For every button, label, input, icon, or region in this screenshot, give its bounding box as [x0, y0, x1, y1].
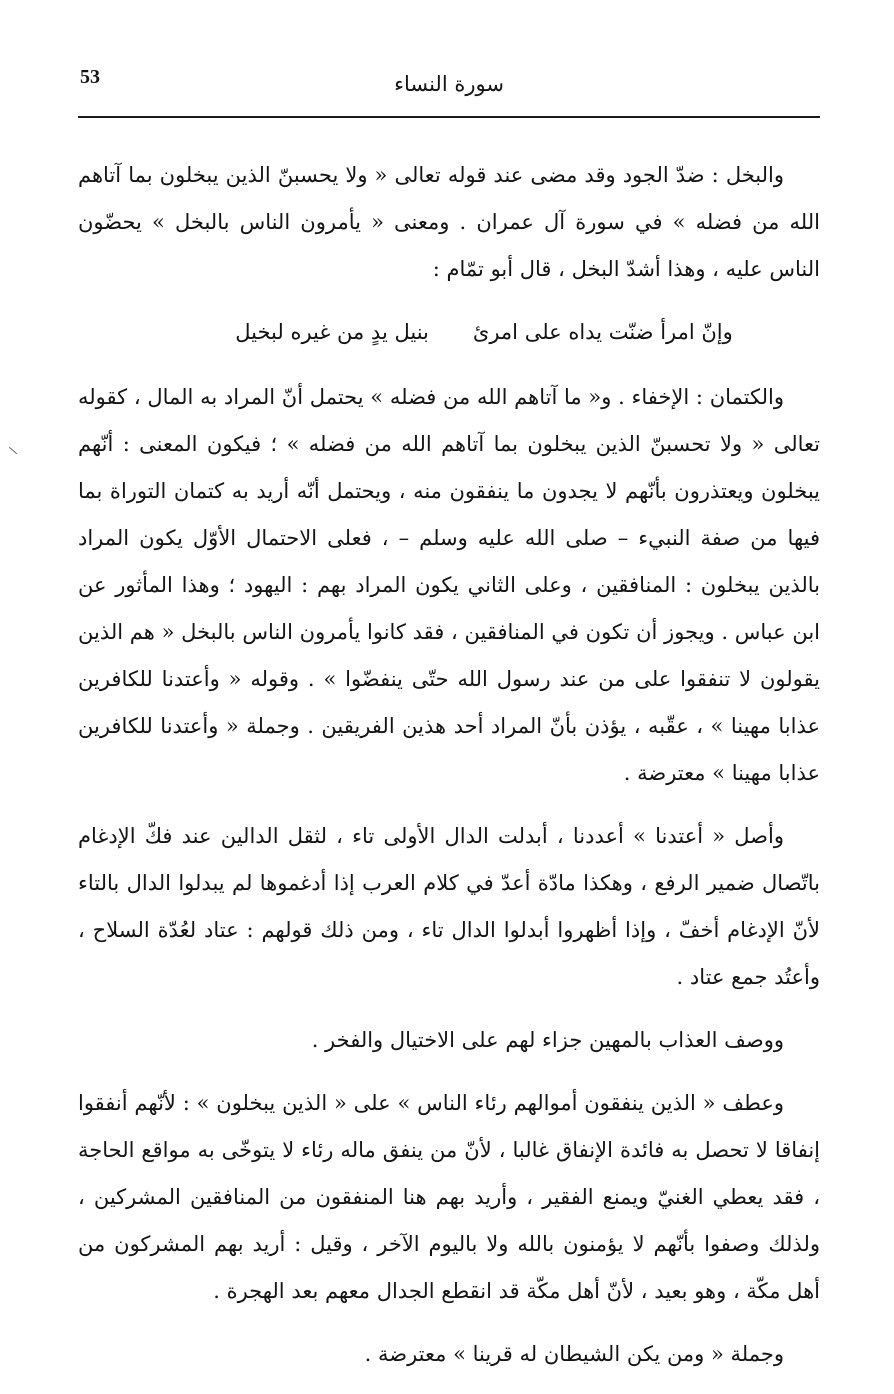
paragraph-shaytan: وجملة « ومن يكن الشيطان له قرينا » معترضة .: [364, 1342, 784, 1366]
paragraph-atadna: وأصل « أعتدنا » أعددنا ، أبدلت الدال الأولى تاء ، لثقل الدالين عند فكّ الإدغام باتّصال ضمير الرفع ، وهكذا مادّة أعدّ في كلام العرب إذا أدغموها لم يبدلوا الدال بالتاء لأنّ الإدغام أخفّ ، وإذا أظهروا أبدلوا الدال تاء ، ومن ذلك قولهم : عتاد لعُدّة السلاح ، وأعتُد جمع عتاد .: [78, 824, 820, 989]
verse-first-hemistich: وإنّ امرأ ضنّت يداه على امرئ: [472, 320, 733, 344]
verse-second-hemistich: بنيل يدٍ من غيره لبخيل: [235, 320, 429, 344]
running-title: سورة النساء: [394, 72, 504, 96]
paragraph-riaa: وعطف « الذين ينفقون أموالهم رئاء الناس » على « الذين يبخلون » : لأنّهم أنفقوا إنفاقا لا تحصل به فائدة الإنفاق غالبا ، لأنّ من ينفق ماله رئاء لا يتوخّى به مواقع الحاجة ، فقد يعطي الغنيّ ويمنع الفقير ، وأريد بهم هنا المنفقون من المنافقين المشركين ، ولذلك وصفوا بأنّهم لا يؤمنون بالله ولا باليوم الآخر ، وقيل : أريد بهم المشركون من أهل مكّة ، وهو بعيد ، لأنّ أهل مكّة قد انقطع الجدال معهم بعد الهجرة .: [78, 1091, 820, 1303]
paragraph-muhin: ووصف العذاب بالمهين جزاء لهم على الاختيال والفخر .: [311, 1028, 784, 1052]
page-body: [78, 152, 820, 1394]
paragraph-kitman: والكتمان : الإخفاء . و« ما آتاهم الله من فضله » يحتمل أنّ المراد به المال ، كقوله تعالى « ولا تحسبنّ الذين يبخلون بما آتاهم الله من فضله » ؛ فيكون المعنى : أنّهم يبخلون ويعتذرون بأنّهم لا يجدون ما ينفقون منه ، ويحتمل أنّه أريد به كتمان التوراة بما فيها من صفة النبيء – صلى الله عليه وسلم – ، فعلى الاحتمال الأوّل يكون المراد بالذين يبخلون : المنافقين ، وعلى الثاني يكون المراد بهم : اليهود ؛ وهذا المأثور عن ابن عباس . ويجوز أن تكون في المنافقين ، فقد كانوا يأمرون الناس بالبخل « هم الذين يقولون لا تنفقوا على من عند رسول الله حتّى ينفضّوا » . وقوله « وأعتدنا للكافرين عذابا مهينا » ، عقّبه ، يؤذن بأنّ المراد أحد هذين الفريقين . وجملة « وأعتدنا للكافرين عذابا مهينا » معترضة .: [78, 385, 820, 785]
page-number: 53: [80, 66, 100, 88]
paragraph-bukhl: والبخل : ضدّ الجود وقد مضى عند قوله تعالى « ولا يحسبنّ الذين يبخلون بما آتاهم الله من فضله » في سورة آل عمران . ومعنى « يأمرون الناس بالبخل » يحضّون الناس عليه ، وهذا أشدّ البخل ، قال أبو تمّام :: [78, 163, 820, 281]
header-rule: [78, 116, 820, 118]
margin-mark: [9, 447, 17, 454]
page-header: [78, 66, 820, 120]
poetry-verse: [78, 309, 820, 356]
